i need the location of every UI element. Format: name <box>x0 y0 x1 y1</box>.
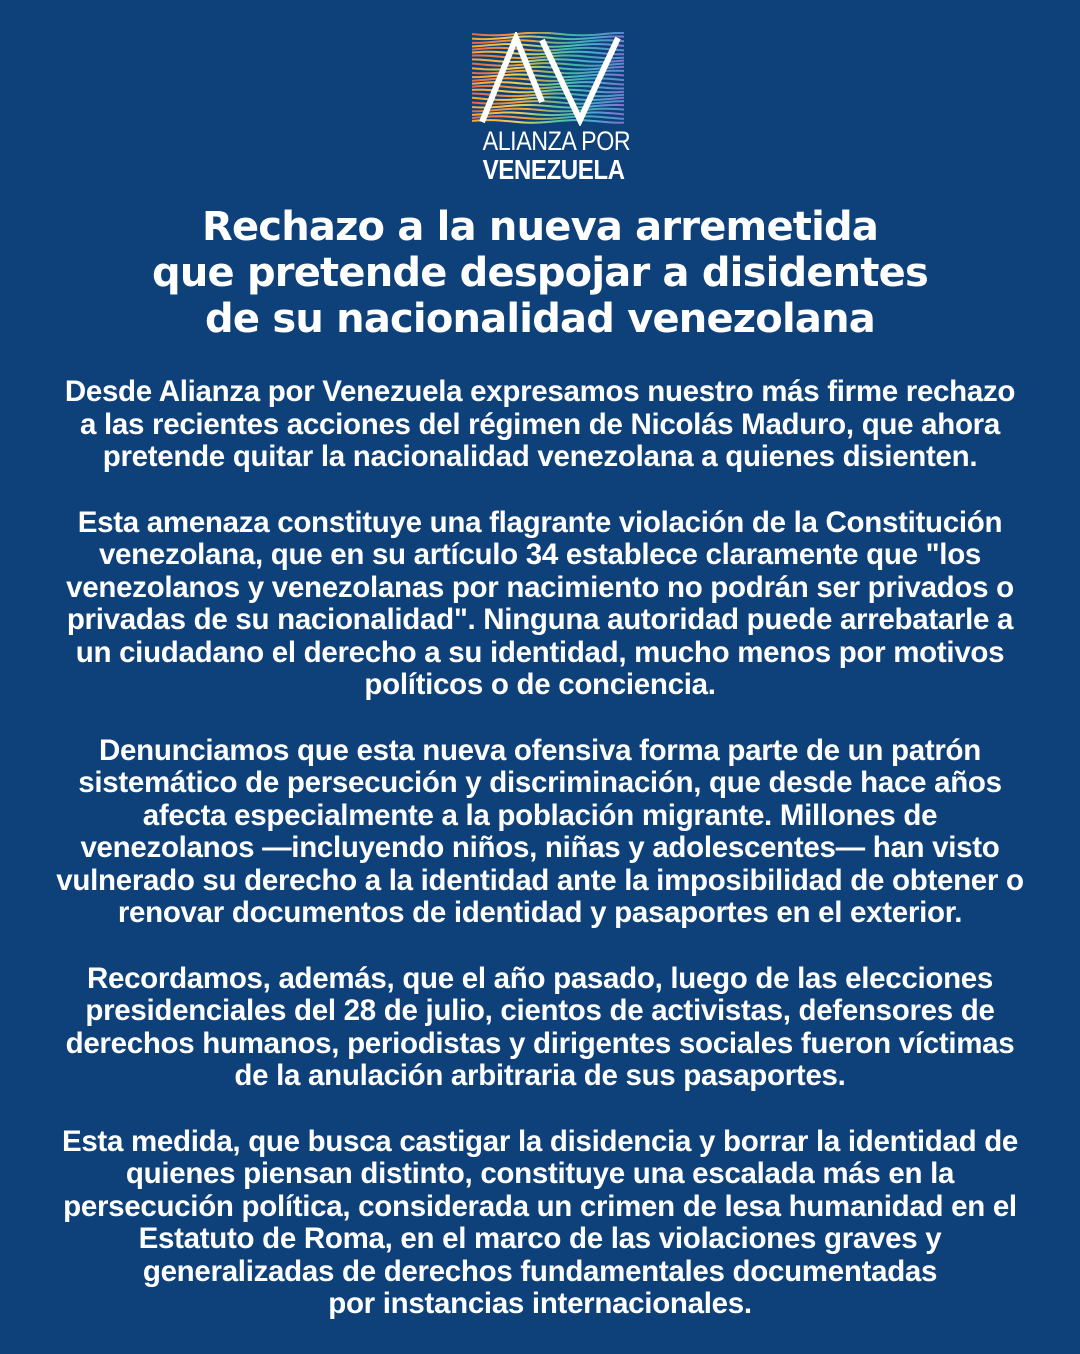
paragraph-line: Denunciamos que esta nueva ofensiva forma parte de un patrón <box>99 733 981 767</box>
paragraph-3 <box>20 735 1060 930</box>
paragraph-line: afecta especialmente a la población migrante. Millones de <box>142 798 938 832</box>
av-monogram-icon <box>472 32 624 126</box>
logo-stripe <box>472 120 624 123</box>
paragraph-line: de la anulación arbitraria de sus pasaportes. <box>234 1059 846 1092</box>
paragraph-2 <box>20 507 1060 702</box>
logo-stripe <box>472 113 624 116</box>
paragraph-5 <box>20 1126 1060 1321</box>
paragraph-line: venezolana, que en su artículo 34 establece claramente que "los <box>98 538 982 571</box>
paragraph-4 <box>20 963 1060 1093</box>
statement-body <box>20 376 1060 1354</box>
paragraph-line: privadas de su nacionalidad". Ninguna autoridad puede arrebatarle a <box>66 603 1014 636</box>
paragraph-line: Esta amenaza constituye una flagrante violación de la Constitución <box>77 505 1003 539</box>
paragraph-line: Estatuto de Roma, en el marco de las violaciones graves y <box>138 1222 942 1255</box>
paragraph-line: pretende quitar la nacionalidad venezolana a quienes disienten. <box>102 440 978 473</box>
logo-stripe <box>472 63 624 66</box>
paragraph-line: renovar documentos de identidad y pasaportes en el exterior. <box>117 896 963 929</box>
paragraph-line: derechos humanos, periodistas y dirigentes sociales fueron víctimas <box>65 1026 1015 1060</box>
paragraph-line: presidenciales del 28 de julio, cientos de activistas, defensores de <box>85 994 995 1027</box>
alianza-logo <box>472 32 631 188</box>
logo-stripe <box>472 105 624 108</box>
statement-headline <box>40 204 1040 342</box>
logo-stripe <box>472 40 624 43</box>
headline-line: Rechazo a la nueva arremetida <box>201 204 879 250</box>
logo-stripe <box>472 33 624 36</box>
paragraph-line: un ciudadano el derecho a su identidad, mucho menos por motivos <box>75 635 1005 669</box>
logo-stripe <box>472 59 624 62</box>
logo-stripe <box>472 101 624 104</box>
paragraph-line: sistemático de persecución y discriminación, que desde hace años <box>78 766 1002 799</box>
headline-line: que pretende despojar a disidentes <box>152 250 928 296</box>
paragraph-line: por instancias internacionales. <box>328 1287 752 1320</box>
paragraph-line: políticos o de conciencia. <box>364 668 716 701</box>
paragraph-1 <box>20 376 1060 474</box>
logo-stripe <box>472 37 624 40</box>
paragraph-line: vulnerado su derecho a la identidad ante la imposibilidad de obtener o <box>56 863 1024 897</box>
headline-line: de su nacionalidad venezolana <box>205 296 875 342</box>
paragraph-line: generalizadas de derechos fundamentales documentadas <box>142 1254 938 1288</box>
paragraph-line: Desde Alianza por Venezuela expresamos nuestro más firme rechazo <box>64 375 1016 408</box>
paragraph-line: venezolanos y venezolanas por nacimiento no podrán ser privados o <box>66 570 1014 604</box>
logo-stripe <box>472 109 624 112</box>
paragraph-line: a las recientes acciones del régimen de Nicolás Maduro, que ahora <box>80 407 1000 441</box>
logo-text-venezuela: VENEZUELA <box>482 154 625 185</box>
paragraph-line: quienes piensan distinto, constituye una escalada más en la <box>125 1157 955 1190</box>
paragraph-line: Recordamos, además, que el año pasado, luego de las elecciones <box>86 961 994 995</box>
paragraph-line: Esta medida, que busca castigar la disidencia y borrar la identidad de <box>61 1124 1019 1158</box>
logo-stripe <box>472 116 624 119</box>
logo-text-alianza-por: ALIANZA POR <box>482 126 631 156</box>
paragraph-line: persecución política, considerada un crimen de lesa humanidad en el <box>63 1189 1017 1223</box>
paragraph-line: venezolanos —incluyendo niños, niñas y adolescentes— han visto <box>80 831 1000 864</box>
